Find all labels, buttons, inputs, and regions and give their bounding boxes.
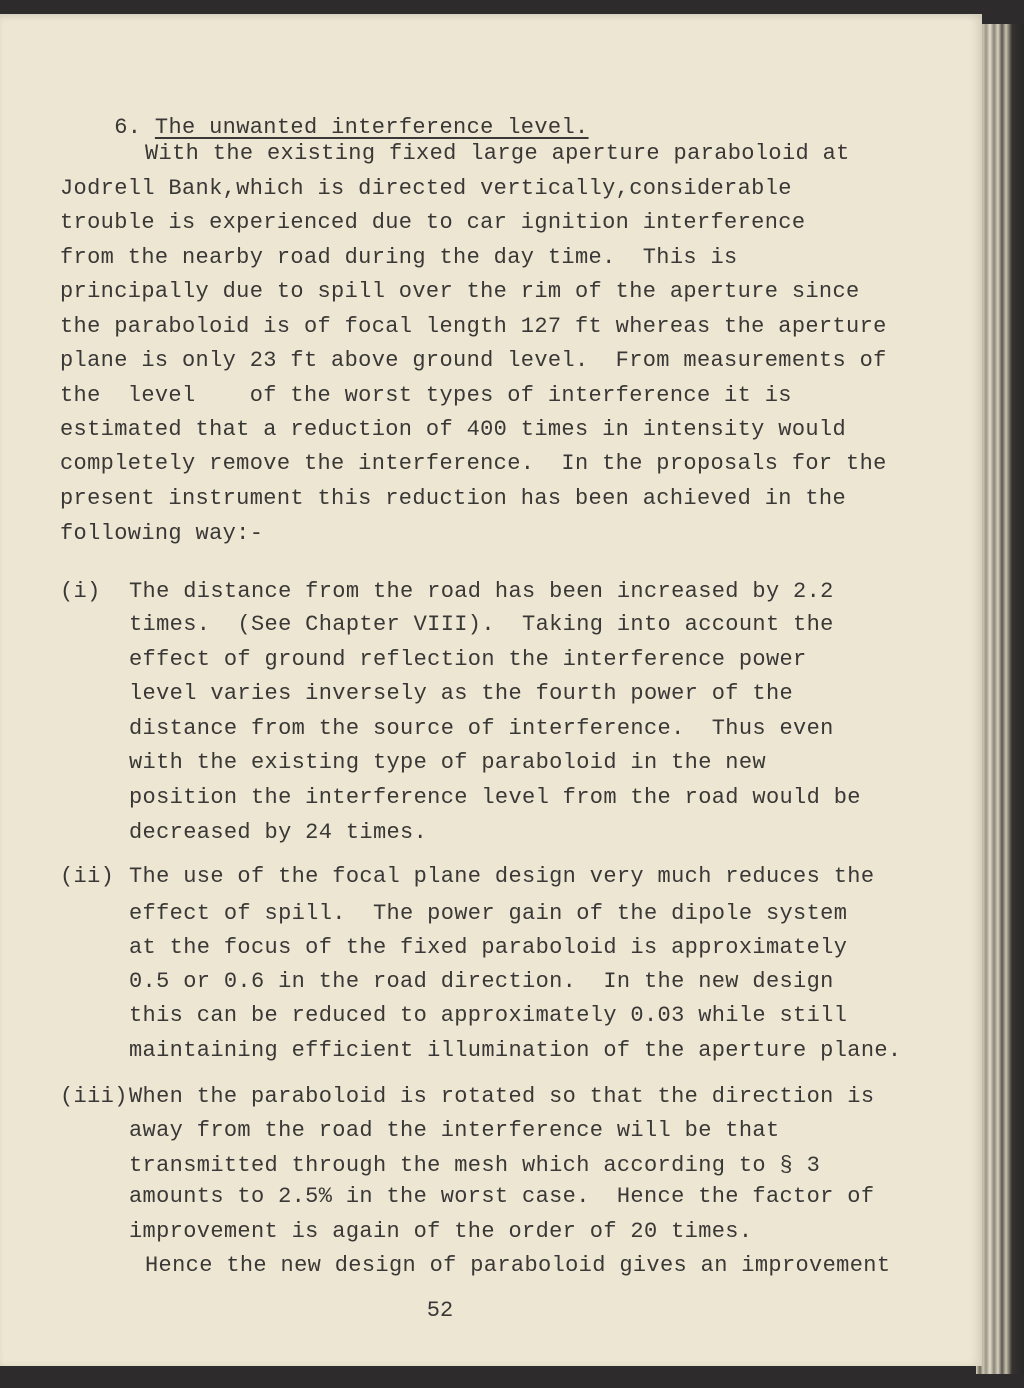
text-line: present instrument this reduction has been achieved in the bbox=[60, 486, 847, 511]
text-line: When the paraboloid is rotated so that the direction is bbox=[129, 1084, 875, 1109]
text-line: The use of the focal plane design very much reduces the bbox=[129, 864, 875, 889]
text-line: completely remove the interference. In the proposals for the bbox=[60, 451, 887, 476]
text-line: away from the road the interference will be that bbox=[129, 1118, 780, 1143]
text-line: times. (See Chapter VIII). Taking into account the bbox=[129, 612, 834, 637]
text-line: this can be reduced to approximately 0.03 while still bbox=[129, 1003, 848, 1028]
text-line: plane is only 23 ft above ground level. From measurements of bbox=[60, 348, 887, 373]
text-line: improvement is again of the order of 20 times. bbox=[129, 1219, 753, 1244]
text-line: effect of ground reflection the interference power bbox=[129, 647, 807, 672]
text-line: distance from the source of interference. Thus even bbox=[129, 716, 834, 741]
text-line: amounts to 2.5% in the worst case. Hence the factor of bbox=[129, 1184, 875, 1209]
text-line: from the nearby road during the day time. This is bbox=[60, 245, 738, 270]
text-line: the paraboloid is of focal length 127 ft whereas the aperture bbox=[60, 314, 887, 339]
text-line: maintaining efficient illumination of the aperture plane. bbox=[129, 1038, 902, 1063]
text-line: estimated that a reduction of 400 times in intensity would bbox=[60, 417, 847, 442]
section-number: 6. bbox=[114, 115, 142, 140]
book-edge bbox=[976, 24, 1024, 1374]
text-line: decreased by 24 times. bbox=[129, 820, 428, 845]
list-marker: (i) bbox=[60, 579, 101, 604]
text-line: effect of spill. The power gain of the dipole system bbox=[129, 901, 848, 926]
section-title: The unwanted interference level. bbox=[154, 115, 589, 140]
closing-line: Hence the new design of paraboloid gives an improvement bbox=[145, 1253, 891, 1278]
page-number: 52 bbox=[426, 1298, 454, 1323]
text-line: position the interference level from the road would be bbox=[129, 785, 861, 810]
document-page bbox=[0, 14, 982, 1366]
text-line: trouble is experienced due to car ignition interference bbox=[60, 210, 806, 235]
text-line: level varies inversely as the fourth power of the bbox=[129, 681, 794, 706]
list-marker: (iii) bbox=[60, 1084, 128, 1109]
text-line: Jodrell Bank,which is directed vertically,considerable bbox=[60, 176, 792, 201]
text-line: transmitted through the mesh which according to § 3 bbox=[129, 1153, 821, 1178]
text-line: principally due to spill over the rim of the aperture since bbox=[60, 279, 860, 304]
text-line: With the existing fixed large aperture paraboloid at bbox=[145, 141, 850, 166]
text-line: The distance from the road has been increased by 2.2 bbox=[129, 579, 834, 604]
text-line: following way:- bbox=[60, 521, 264, 546]
list-marker: (ii) bbox=[60, 864, 115, 889]
text-line: 0.5 or 0.6 in the road direction. In the new design bbox=[129, 969, 834, 994]
text-line: at the focus of the fixed paraboloid is approximately bbox=[129, 935, 848, 960]
text-line: with the existing type of paraboloid in the new bbox=[129, 750, 766, 775]
text-line: the level of the worst types of interference it is bbox=[60, 383, 792, 408]
